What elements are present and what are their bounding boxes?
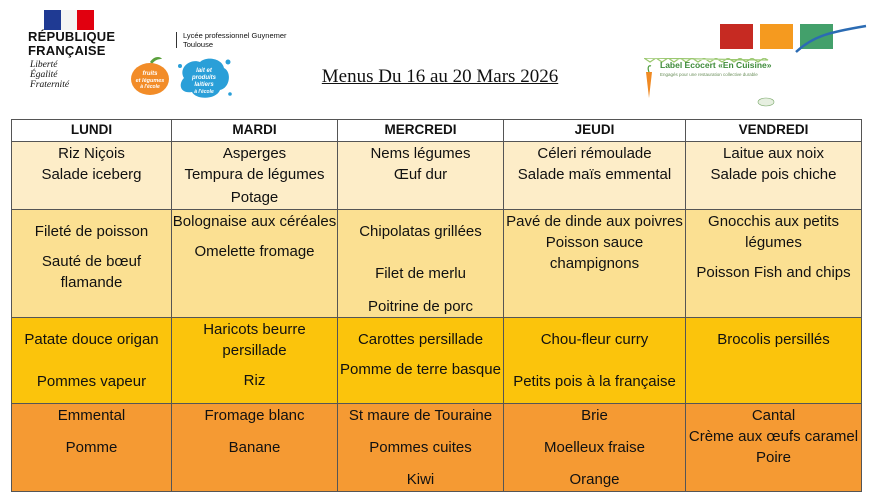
legumes-row [12,318,862,404]
rf-motto: Liberté Égalité Fraternité [30,60,70,90]
dish: Emmental [57,407,126,424]
plat-cell-mercredi [338,210,504,318]
menu-title: Menus Du 16 au 20 Mars 2026 [321,66,559,87]
dessert-cell-vendredi [686,404,862,492]
dish: Pommes cuites [369,439,472,456]
ecocert-logo [644,58,794,112]
day-header-jeudi: JEUDI [504,120,686,142]
ecocert-label: Label Ecocert «En Cuisine» [660,60,772,70]
lycee-name: Lycée professionnel Guynemer Toulouse [183,31,287,49]
dish: Fileté de poisson [34,223,149,240]
dish: Riz [243,372,266,389]
plat-cell-mardi [172,210,338,318]
dish: Haricots beurre persillade [203,321,306,359]
dessert-cell-mercredi [338,404,504,492]
dish: Œuf dur [393,166,448,183]
dessert-cell-jeudi [504,404,686,492]
dish: Brocolis persillés [717,331,830,348]
dish: Crème aux œufs caramel [688,428,859,445]
entree-cell-mercredi [338,142,504,210]
svg-text:à l'école: à l'école [194,89,214,95]
entree-cell-lundi [12,142,172,210]
entree-cell-vendredi [686,142,862,210]
legume-cell-jeudi [504,318,686,404]
svg-text:et légumes: et légumes [135,78,165,84]
menu-table [11,119,862,492]
legume-cell-mardi [172,318,338,404]
plat-cell-lundi [12,210,172,318]
dish: Céleri rémoulade [537,145,652,162]
dish: Poitrine de porc [367,298,474,315]
plat-cell-vendredi [686,210,862,318]
entrees-row [12,142,862,210]
dish: Patate douce origan [24,331,159,348]
dish: Kiwi [406,471,435,488]
dish: Chipolatas grillées [359,223,482,240]
decorative-squares [718,24,868,54]
rf-title: RÉPUBLIQUE FRANÇAISE [28,29,116,58]
dish: Poisson sauce champignons [545,234,644,272]
dish: Salade maïs emmental [517,166,672,183]
dish: Sauté de bœuf flamande [41,253,142,291]
dish: Riz Niçois [58,145,125,162]
dish: Bolognaise aux céréales [172,213,337,230]
svg-text:laitiers: laitiers [194,82,214,88]
day-header-vendredi: VENDREDI [686,120,862,142]
dish: Salade pois chiche [710,166,837,183]
dish: Poire [755,449,792,466]
dish: Pommes vapeur [36,373,147,390]
entree-cell-mardi [172,142,338,210]
dish: Banane [228,439,281,456]
plats-row [12,210,862,318]
svg-text:à l'école: à l'école [140,84,160,90]
dish: Gnocchis aux petits légumes [708,213,839,251]
day-header-lundi: LUNDI [12,120,172,142]
dish: Pomme de terre basque [340,361,501,378]
day-header-mercredi: MERCREDI [338,120,504,142]
dish: Carottes persillade [357,331,484,348]
dish: Potage [230,189,279,206]
dish: Laitue aux noix [723,145,824,162]
dish: Petits pois à la française [513,373,676,390]
dish: Poisson Fish and chips [696,264,851,281]
legume-cell-mercredi [338,318,504,404]
dish: Omelette fromage [194,243,315,260]
dessert-cell-lundi [12,404,172,492]
dish: Cantal [751,407,796,424]
day-header-mardi: MARDI [172,120,338,142]
french-flag-icon [44,10,94,30]
dish: Pavé de dinde aux poivres [506,213,683,230]
plat-cell-jeudi [504,210,686,318]
lycee-divider [176,32,177,48]
legume-cell-vendredi [686,318,862,404]
desserts-row [12,404,862,492]
svg-text:lait et: lait et [196,68,212,74]
dish: Moelleux fraise [544,439,645,456]
entree-cell-jeudi [504,142,686,210]
dish: Salade iceberg [41,166,142,183]
dish: Tempura de légumes [184,166,325,183]
dessert-cell-mardi [172,404,338,492]
dish: St maure de Touraine [348,407,493,424]
dish: Chou-fleur curry [540,331,649,348]
dish: Brie [581,407,608,424]
dish: Fromage blanc [204,407,305,424]
lait-produits-laitiers-logo [176,56,232,100]
dish: Pomme [65,439,118,456]
dish: Nems légumes [370,145,471,162]
dish: Orange [569,471,620,488]
days-header-row [12,120,862,142]
dish: Filet de merlu [375,265,466,282]
legume-cell-lundi [12,318,172,404]
svg-text:produits: produits [192,75,216,81]
svg-text:fruits: fruits [142,71,158,77]
blue-wave-icon [718,24,868,54]
dish: Asperges [222,145,287,162]
fruits-legumes-ecole-logo [128,56,172,96]
ecocert-subtitle: Engagés pour une restauration collective durable [660,72,758,77]
